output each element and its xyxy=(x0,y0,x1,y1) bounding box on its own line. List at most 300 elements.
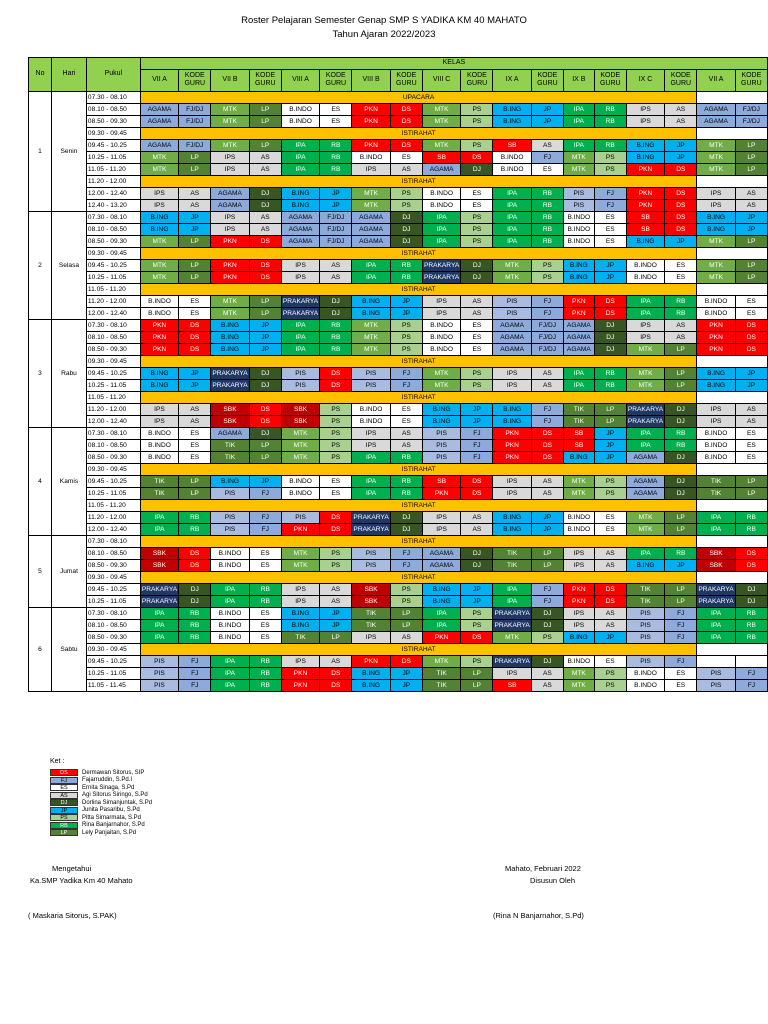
subject-cell: IPA xyxy=(422,607,460,619)
teacher-code-cell: DS xyxy=(320,667,352,679)
teacher-code-cell: FJ xyxy=(665,631,697,643)
teacher-code-cell: DS xyxy=(320,511,352,523)
subject-cell: TIK xyxy=(422,667,460,679)
subject-cell: MTK xyxy=(564,163,595,175)
teacher-code-cell: RB xyxy=(249,595,281,607)
teacher-code-cell: JP xyxy=(531,523,563,535)
teacher-code-cell: LP xyxy=(735,235,767,247)
subject-cell: PKN xyxy=(281,679,319,691)
subject-cell: AGAMA xyxy=(140,139,178,151)
subject-cell: IPS xyxy=(281,271,319,283)
time-slot: 09.45 - 10.25 xyxy=(86,139,140,151)
subject-cell: TIK xyxy=(140,487,178,499)
table-row xyxy=(29,463,768,475)
header-pukul: Pukul xyxy=(86,58,140,92)
teacher-code-cell: ES xyxy=(735,307,767,319)
time-slot: 11.05 - 11.20 xyxy=(86,391,140,403)
subject-cell: AGAMA xyxy=(211,427,249,439)
legend-teacher-name: Dermawan Sitorus, SIP xyxy=(82,769,145,776)
subject-cell: PIS xyxy=(564,187,595,199)
teacher-code-cell: PS xyxy=(320,439,352,451)
teacher-code-cell: RB xyxy=(179,619,211,631)
teacher-code-cell: JP xyxy=(249,475,281,487)
subject-cell: IPS xyxy=(626,331,664,343)
subject-cell: IPA xyxy=(211,583,249,595)
teacher-code-cell: LP xyxy=(531,547,563,559)
subject-cell: IPS xyxy=(140,187,178,199)
footer-place-date: Mahato, Februari 2022 xyxy=(505,864,581,873)
subject-cell: TIK xyxy=(352,619,390,631)
subject-cell: IPA xyxy=(422,211,460,223)
teacher-code-cell: LP xyxy=(665,583,697,595)
teacher-code-cell: PS xyxy=(594,667,626,679)
footer-kepala-sekolah: Ka.SMP Yadika Km 40 Mahato xyxy=(30,876,133,885)
teacher-code-cell: DS xyxy=(249,271,281,283)
subject-cell: IPS xyxy=(281,259,319,271)
subject-cell: B.ING xyxy=(352,667,390,679)
subject-cell: IPS xyxy=(352,439,390,451)
subject-cell: PRAKARYA xyxy=(493,655,531,667)
table-row xyxy=(29,391,768,403)
teacher-code-cell: JP xyxy=(531,115,563,127)
subject-cell: B.ING xyxy=(697,379,735,391)
subject-cell: PRAKARYA xyxy=(626,403,664,415)
subject-cell: IPS xyxy=(422,523,460,535)
subject-cell: IPA xyxy=(493,199,531,211)
subject-cell: IPA xyxy=(697,631,735,643)
subject-cell: IPA xyxy=(281,151,319,163)
teacher-code-cell: DJ xyxy=(665,415,697,427)
subject-cell: MTK xyxy=(281,451,319,463)
table-row xyxy=(29,151,768,163)
time-slot: 08.10 - 08.50 xyxy=(86,331,140,343)
teacher-code-cell: AS xyxy=(249,163,281,175)
subject-cell: IPS xyxy=(140,199,178,211)
teacher-code-cell: PS xyxy=(320,451,352,463)
teacher-code-cell: FJ xyxy=(249,487,281,499)
teacher-code-cell: DS xyxy=(531,427,563,439)
subject-cell: B.ING xyxy=(281,619,319,631)
teacher-code-cell: DS xyxy=(390,115,422,127)
teacher-code-cell: LP xyxy=(461,667,493,679)
subject-cell: SB xyxy=(493,679,531,691)
subject-cell: AGAMA xyxy=(697,103,735,115)
subject-cell: IPA xyxy=(626,307,664,319)
time-slot: 07.30 - 08.10 xyxy=(86,607,140,619)
break-blank xyxy=(697,535,768,547)
teacher-code-cell: ES xyxy=(249,631,281,643)
teacher-code-cell: AS xyxy=(665,115,697,127)
header-class: VII A xyxy=(140,69,178,91)
subject-cell: PIS xyxy=(140,667,178,679)
teacher-code-cell: DS xyxy=(320,679,352,691)
teacher-code-cell: LP xyxy=(390,619,422,631)
subject-cell: AGAMA xyxy=(422,547,460,559)
subject-cell: AGAMA xyxy=(493,331,531,343)
subject-cell: B.ING xyxy=(493,511,531,523)
teacher-code-cell: JP xyxy=(665,151,697,163)
time-slot: 10.25 - 11.05 xyxy=(86,271,140,283)
teacher-code-cell: ES xyxy=(461,343,493,355)
teacher-code-cell: ES xyxy=(461,331,493,343)
header-class: KODE GURU xyxy=(179,69,211,91)
subject-cell: PRAKARYA xyxy=(352,523,390,535)
break-event: ISTIRAHAT xyxy=(140,391,697,403)
teacher-code-cell: JP xyxy=(390,307,422,319)
teacher-code-cell: ES xyxy=(320,115,352,127)
subject-cell: MTK xyxy=(697,259,735,271)
table-row xyxy=(29,211,768,223)
subject-cell: AGAMA xyxy=(281,223,319,235)
legend-teacher-name: Rina Banjarnahor, S.Pd xyxy=(82,822,145,829)
teacher-code-cell: DJ xyxy=(179,595,211,607)
subject-cell: B.ING xyxy=(352,307,390,319)
subject-cell: TIK xyxy=(626,595,664,607)
table-row xyxy=(29,439,768,451)
time-slot: 09.45 - 10.25 xyxy=(86,655,140,667)
time-slot: 12.00 - 12.40 xyxy=(86,415,140,427)
day-name: Jumat xyxy=(52,535,87,607)
subject-cell: SB xyxy=(564,427,595,439)
subject-cell: B.ING xyxy=(564,259,595,271)
subject-cell: AGAMA xyxy=(211,187,249,199)
teacher-code-cell: LP xyxy=(249,439,281,451)
header-class: VII A xyxy=(697,69,735,91)
table-row xyxy=(29,127,768,139)
subject-cell: AGAMA xyxy=(352,223,390,235)
subject-cell: IPA xyxy=(493,595,531,607)
subject-cell: B.ING xyxy=(211,319,249,331)
teacher-code-cell: ES xyxy=(461,319,493,331)
subject-cell: AGAMA xyxy=(564,319,595,331)
header-class: IX B xyxy=(564,69,595,91)
subject-cell: B.ING xyxy=(626,559,664,571)
subject-cell: MTK xyxy=(211,115,249,127)
subject-cell: B.ING xyxy=(422,415,460,427)
teacher-code-cell: ES xyxy=(320,103,352,115)
teacher-code-cell: DJ xyxy=(249,379,281,391)
subject-cell: IPS xyxy=(493,487,531,499)
legend-teacher-name: Lely Panjaitan, S.Pd xyxy=(82,829,137,836)
subject-cell: B.INDO xyxy=(211,547,249,559)
teacher-code-cell: LP xyxy=(531,559,563,571)
teacher-code-cell: PS xyxy=(461,655,493,667)
subject-cell: B.INDO xyxy=(281,475,319,487)
teacher-code-cell: RB xyxy=(390,259,422,271)
subject-cell: MTK xyxy=(493,271,531,283)
teacher-code-cell: ES xyxy=(249,547,281,559)
subject-cell: IPA xyxy=(211,595,249,607)
teacher-code-cell: PS xyxy=(320,427,352,439)
table-row xyxy=(29,487,768,499)
subject-cell: PIS xyxy=(352,547,390,559)
subject-cell: PKN xyxy=(493,439,531,451)
teacher-code-cell: DS xyxy=(461,151,493,163)
teacher-code-cell: AS xyxy=(531,487,563,499)
subject-cell: MTK xyxy=(564,487,595,499)
subject-cell: B.INDO xyxy=(626,667,664,679)
teacher-code-cell: DJ xyxy=(531,619,563,631)
subject-cell: MTK xyxy=(140,235,178,247)
subject-cell: IPS xyxy=(352,427,390,439)
teacher-code-cell: RB xyxy=(594,367,626,379)
teacher-code-cell: DJ xyxy=(665,451,697,463)
subject-cell: B.ING xyxy=(422,403,460,415)
legend-teacher-name: Pitta Simarmata, S.Pd xyxy=(82,814,142,821)
teacher-code-cell: FJ/DJ xyxy=(320,211,352,223)
subject-cell: SBK xyxy=(211,415,249,427)
teacher-code-cell: DJ xyxy=(461,547,493,559)
legend-item xyxy=(50,769,152,777)
teacher-code-cell: AS xyxy=(179,199,211,211)
subject-cell: B.INDO xyxy=(281,103,319,115)
subject-cell: AGAMA xyxy=(626,475,664,487)
teacher-code-cell: PS xyxy=(461,115,493,127)
day-number: 4 xyxy=(29,427,52,535)
subject-cell: AGAMA xyxy=(626,487,664,499)
time-slot: 09.45 - 10.25 xyxy=(86,367,140,379)
table-row xyxy=(29,475,768,487)
teacher-code-cell: AS xyxy=(735,187,767,199)
teacher-code-cell: LP xyxy=(665,511,697,523)
table-row xyxy=(29,427,768,439)
teacher-code-cell: AS xyxy=(461,307,493,319)
subject-cell: IPA xyxy=(140,607,178,619)
time-slot: 07.30 - 08.10 xyxy=(86,319,140,331)
teacher-code-cell: FJ xyxy=(665,655,697,667)
time-slot: 08.50 - 09.30 xyxy=(86,631,140,643)
subject-cell: B.INDO xyxy=(352,151,390,163)
teacher-code-cell: LP xyxy=(665,379,697,391)
teacher-code-cell: AS xyxy=(461,295,493,307)
break-event: ISTIRAHAT xyxy=(140,175,697,187)
legend-item xyxy=(50,822,152,830)
teacher-code-cell: RB xyxy=(249,679,281,691)
subject-cell: PIS xyxy=(493,295,531,307)
subject-cell: IPA xyxy=(352,451,390,463)
teacher-code-cell: JP xyxy=(461,415,493,427)
subject-cell: B.ING xyxy=(422,595,460,607)
teacher-code-cell: RB xyxy=(594,139,626,151)
subject-cell: IPS xyxy=(281,595,319,607)
subject-cell: B.ING xyxy=(352,295,390,307)
teacher-code-cell: DJ xyxy=(461,559,493,571)
subject-cell xyxy=(697,655,735,667)
subject-cell: PIS xyxy=(352,379,390,391)
subject-cell: TIK xyxy=(211,439,249,451)
table-row xyxy=(29,499,768,511)
subject-cell: B.INDO xyxy=(564,511,595,523)
subject-cell: IPA xyxy=(493,235,531,247)
teacher-code-cell: JP xyxy=(249,343,281,355)
subject-cell: PIS xyxy=(626,655,664,667)
table-row xyxy=(29,607,768,619)
subject-cell: IPS xyxy=(140,403,178,415)
teacher-code-cell: AS xyxy=(594,619,626,631)
time-slot: 09.45 - 10.25 xyxy=(86,475,140,487)
subject-cell: B.INDO xyxy=(211,607,249,619)
teacher-code-cell: ES xyxy=(735,451,767,463)
teacher-code-cell: LP xyxy=(179,235,211,247)
teacher-code-cell: DJ xyxy=(735,583,767,595)
subject-cell: IPA xyxy=(626,439,664,451)
day-number: 5 xyxy=(29,535,52,607)
teacher-code-cell: FJ xyxy=(390,367,422,379)
subject-cell: B.INDO xyxy=(140,427,178,439)
subject-cell: TIK xyxy=(564,403,595,415)
table-row xyxy=(29,295,768,307)
table-row xyxy=(29,355,768,367)
teacher-code-cell: DS xyxy=(665,223,697,235)
teacher-code-cell: AS xyxy=(461,511,493,523)
subject-cell: MTK xyxy=(352,199,390,211)
teacher-code-cell: FJ xyxy=(665,607,697,619)
subject-cell: MTK xyxy=(211,295,249,307)
header-class: VIII C xyxy=(422,69,460,91)
time-slot: 11.20 - 12.00 xyxy=(86,403,140,415)
teacher-code-cell: DJ xyxy=(320,295,352,307)
teacher-code-cell: DS xyxy=(665,187,697,199)
teacher-code-cell: AS xyxy=(531,679,563,691)
subject-cell: TIK xyxy=(697,475,735,487)
teacher-code-cell: FJ xyxy=(531,415,563,427)
subject-cell: PIS xyxy=(626,631,664,643)
subject-cell: B.INDO xyxy=(140,451,178,463)
teacher-code-cell: DS xyxy=(594,595,626,607)
teacher-code-cell: ES xyxy=(249,559,281,571)
subject-cell: IPS xyxy=(422,307,460,319)
table-row xyxy=(29,115,768,127)
teacher-code-cell: PS xyxy=(461,619,493,631)
header-class: VIII B xyxy=(352,69,390,91)
teacher-code-cell: JP xyxy=(735,223,767,235)
teacher-code-cell: ES xyxy=(665,667,697,679)
subject-cell: PRAKARYA xyxy=(211,367,249,379)
teacher-code-cell: ES xyxy=(735,295,767,307)
teacher-code-cell: DJ xyxy=(390,511,422,523)
teacher-code-cell: PS xyxy=(390,187,422,199)
subject-cell: PRAKARYA xyxy=(422,271,460,283)
teacher-code-cell: AS xyxy=(320,271,352,283)
teacher-code-cell: LP xyxy=(249,295,281,307)
subject-cell: TIK xyxy=(493,559,531,571)
teacher-code-cell: AS xyxy=(594,607,626,619)
table-row xyxy=(29,319,768,331)
teacher-code-cell: AS xyxy=(531,379,563,391)
teacher-code-cell: DS xyxy=(179,559,211,571)
subject-cell: SB xyxy=(626,223,664,235)
subject-cell: B.INDO xyxy=(422,331,460,343)
teacher-code-cell: ES xyxy=(594,523,626,535)
table-row xyxy=(29,655,768,667)
teacher-code-cell: LP xyxy=(249,139,281,151)
teacher-code-cell: DS xyxy=(594,583,626,595)
legend-teacher-name: Dorlina Simanjuntak, S.Pd xyxy=(82,799,153,806)
subject-cell: B.ING xyxy=(352,679,390,691)
teacher-code-cell: RB xyxy=(735,607,767,619)
teacher-code-cell: DJ xyxy=(249,367,281,379)
header-class: KODE GURU xyxy=(531,69,563,91)
subject-cell: IPA xyxy=(564,367,595,379)
subject-cell: MTK xyxy=(697,163,735,175)
subject-cell: IPA xyxy=(140,619,178,631)
time-slot: 09.30 - 09.45 xyxy=(86,643,140,655)
legend-item xyxy=(50,814,152,822)
subject-cell: IPS xyxy=(493,379,531,391)
teacher-code-cell: LP xyxy=(179,475,211,487)
break-blank xyxy=(697,127,768,139)
teacher-code-cell: PS xyxy=(594,487,626,499)
teacher-code-cell: AS xyxy=(531,139,563,151)
subject-cell: MTK xyxy=(140,163,178,175)
subject-cell: B.INDO xyxy=(697,307,735,319)
teacher-code-cell: DJ xyxy=(594,319,626,331)
subject-cell: MTK xyxy=(211,139,249,151)
teacher-code-cell: AS xyxy=(390,163,422,175)
subject-cell: B.INDO xyxy=(493,163,531,175)
teacher-code-cell: JP xyxy=(594,427,626,439)
subject-cell: AGAMA xyxy=(493,319,531,331)
teacher-code-cell: LP xyxy=(249,115,281,127)
subject-cell: IPA xyxy=(281,331,319,343)
subject-cell: PRAKARYA xyxy=(352,511,390,523)
legend-teacher-name: Agi Sitorus Siringo, S.Pd xyxy=(82,792,148,799)
teacher-code-cell: FJ xyxy=(531,307,563,319)
teacher-code-cell: FJ xyxy=(531,295,563,307)
subject-cell: IPS xyxy=(564,559,595,571)
time-slot: 08.10 - 08.50 xyxy=(86,223,140,235)
teacher-code-cell: RB xyxy=(179,607,211,619)
subject-cell: IPS xyxy=(626,319,664,331)
teacher-code-cell: DS xyxy=(249,403,281,415)
break-blank xyxy=(697,247,768,259)
subject-cell: PIS xyxy=(352,367,390,379)
teacher-code-cell: DJ xyxy=(531,607,563,619)
teacher-code-cell: PS xyxy=(390,331,422,343)
day-name: Sabtu xyxy=(52,607,87,691)
teacher-code-cell: ES xyxy=(531,163,563,175)
subject-cell: PKN xyxy=(281,667,319,679)
break-event: UPACARA xyxy=(140,91,697,103)
day-name: Senin xyxy=(52,91,87,211)
teacher-code-cell xyxy=(735,655,767,667)
teacher-code-cell: DJ xyxy=(390,523,422,535)
table-row xyxy=(29,619,768,631)
subject-cell: B.INDO xyxy=(697,427,735,439)
subject-cell: PKN xyxy=(211,235,249,247)
subject-cell: B.ING xyxy=(281,607,319,619)
table-row xyxy=(29,379,768,391)
teacher-code-cell: LP xyxy=(594,403,626,415)
teacher-code-cell: DS xyxy=(320,379,352,391)
subject-cell: AGAMA xyxy=(211,199,249,211)
teacher-code-cell: AS xyxy=(179,415,211,427)
subject-cell: MTK xyxy=(281,547,319,559)
subject-cell: B.ING xyxy=(140,211,178,223)
subject-cell: TIK xyxy=(352,607,390,619)
subject-cell: PKN xyxy=(352,115,390,127)
subject-cell: IPA xyxy=(564,115,595,127)
subject-cell: MTK xyxy=(697,151,735,163)
teacher-code-cell: JP xyxy=(594,451,626,463)
subject-cell: AGAMA xyxy=(281,235,319,247)
teacher-code-cell: DS xyxy=(461,487,493,499)
teacher-code-cell: AS xyxy=(531,475,563,487)
subject-cell: PRAKARYA xyxy=(281,295,319,307)
header-class: KODE GURU xyxy=(249,69,281,91)
subject-cell: IPS xyxy=(564,607,595,619)
legend-teacher-name: Junita Pasaribu, S.Pd xyxy=(82,807,140,814)
